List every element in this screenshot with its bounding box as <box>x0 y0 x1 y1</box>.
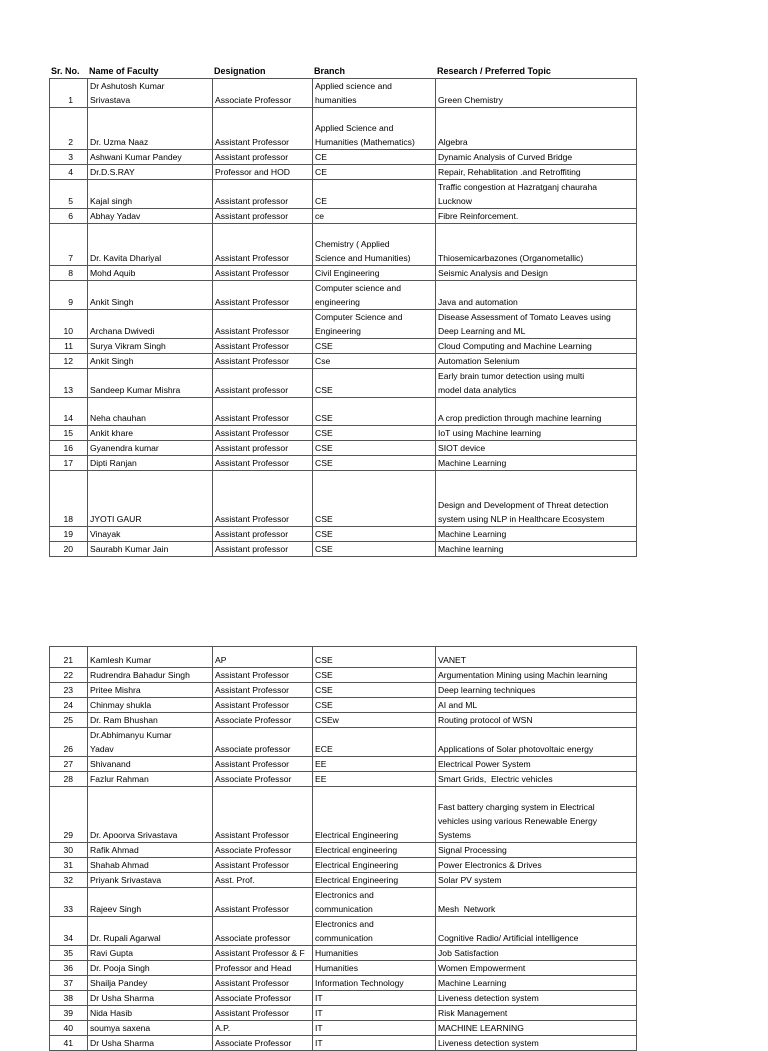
cell-branch: CSE <box>313 647 436 668</box>
cell-name: Ashwani Kumar Pandey <box>88 150 213 165</box>
cell-name: Dr Ashutosh Kumar Srivastava <box>88 79 213 108</box>
cell-branch: Electrical Engineering <box>313 858 436 873</box>
cell-branch: Electronics and communication <box>313 917 436 946</box>
cell-branch: CSE <box>313 426 436 441</box>
cell-sr: 17 <box>50 456 88 471</box>
cell-topic: Cloud Computing and Machine Learning <box>436 339 637 354</box>
col-branch: Branch <box>314 66 346 76</box>
cell-topic: Fibre Reinforcement. <box>436 209 637 224</box>
cell-sr: 25 <box>50 713 88 728</box>
cell-topic: Electrical Power System <box>436 757 637 772</box>
cell-branch: EE <box>313 772 436 787</box>
cell-topic: Signal Processing <box>436 843 637 858</box>
cell-designation: Associate professor <box>213 728 313 757</box>
cell-designation: Assistant Professor <box>213 858 313 873</box>
cell-name: Chinmay shukla <box>88 698 213 713</box>
cell-branch: Electrical engineering <box>313 843 436 858</box>
cell-designation: Associate Professor <box>213 991 313 1006</box>
table-row <box>50 209 637 224</box>
cell-sr: 26 <box>50 728 88 757</box>
table-row <box>50 668 637 683</box>
cell-sr: 10 <box>50 310 88 339</box>
cell-name: Surya Vikram Singh <box>88 339 213 354</box>
cell-branch: CSE <box>313 441 436 456</box>
cell-topic: Routing protocol of WSN <box>436 713 637 728</box>
cell-name: Kajal singh <box>88 180 213 209</box>
cell-branch: Information Technology <box>313 976 436 991</box>
cell-sr: 1 <box>50 79 88 108</box>
cell-designation: Assistant Professor <box>213 426 313 441</box>
cell-name: Pritee Mishra <box>88 683 213 698</box>
table-row <box>50 728 637 757</box>
cell-branch: Cse <box>313 354 436 369</box>
cell-branch: Electrical Engineering <box>313 873 436 888</box>
col-sr-no: Sr. No. <box>51 66 80 76</box>
table-row <box>50 456 637 471</box>
cell-sr: 24 <box>50 698 88 713</box>
table-row <box>50 441 637 456</box>
cell-sr: 38 <box>50 991 88 1006</box>
col-research-topic: Research / Preferred Topic <box>437 66 551 76</box>
table-row <box>50 542 637 557</box>
cell-branch: CSE <box>313 339 436 354</box>
cell-topic: Seismic Analysis and Design <box>436 266 637 281</box>
cell-name: Dr Usha Sharma <box>88 991 213 1006</box>
cell-branch: Computer science and engineering <box>313 281 436 310</box>
cell-topic: Machine learning <box>436 542 637 557</box>
cell-topic: Power Electronics & Drives <box>436 858 637 873</box>
cell-sr: 32 <box>50 873 88 888</box>
cell-topic: Traffic congestion at Hazratganj chauraha Lucknow <box>436 180 637 209</box>
cell-name: Dr. Uzma Naaz <box>88 108 213 150</box>
table-row <box>50 1036 637 1051</box>
cell-designation: Assistant Professor <box>213 668 313 683</box>
cell-designation: AP <box>213 647 313 668</box>
cell-name: JYOTI GAUR <box>88 471 213 527</box>
cell-sr: 7 <box>50 224 88 266</box>
cell-designation: Assistant Professor <box>213 698 313 713</box>
cell-sr: 39 <box>50 1006 88 1021</box>
cell-topic: Dynamic Analysis of Curved Bridge <box>436 150 637 165</box>
cell-branch: CSE <box>313 398 436 426</box>
cell-designation: Assistant professor <box>213 527 313 542</box>
cell-topic: Mesh Network <box>436 888 637 917</box>
cell-branch: CE <box>313 150 436 165</box>
cell-topic: Thiosemicarbazones (Organometallic) <box>436 224 637 266</box>
cell-name: Fazlur Rahman <box>88 772 213 787</box>
cell-sr: 33 <box>50 888 88 917</box>
table-row <box>50 1006 637 1021</box>
table-row <box>50 757 637 772</box>
cell-designation: Assistant Professor <box>213 354 313 369</box>
cell-topic: Women Empowerment <box>436 961 637 976</box>
cell-sr: 4 <box>50 165 88 180</box>
cell-name: Shivanand <box>88 757 213 772</box>
cell-topic: Design and Development of Threat detection system using NLP in Healthcare Ecosystem <box>436 471 637 527</box>
cell-designation: Professor and Head <box>213 961 313 976</box>
cell-name: Shahab Ahmad <box>88 858 213 873</box>
cell-branch: ECE <box>313 728 436 757</box>
table-row <box>50 150 637 165</box>
table-row <box>50 698 637 713</box>
cell-name: Rudrendra Bahadur Singh <box>88 668 213 683</box>
cell-branch: IT <box>313 1021 436 1036</box>
cell-sr: 31 <box>50 858 88 873</box>
cell-designation: Assistant Professor <box>213 108 313 150</box>
cell-sr: 29 <box>50 787 88 843</box>
table-row <box>50 647 637 668</box>
cell-name: Abhay Yadav <box>88 209 213 224</box>
cell-branch: CSE <box>313 698 436 713</box>
cell-sr: 3 <box>50 150 88 165</box>
cell-topic: AI and ML <box>436 698 637 713</box>
cell-branch: Civil Engineering <box>313 266 436 281</box>
cell-designation: Assistant professor <box>213 542 313 557</box>
cell-topic: Machine Learning <box>436 527 637 542</box>
cell-designation: Assistant professor <box>213 369 313 398</box>
table-row <box>50 281 637 310</box>
cell-sr: 14 <box>50 398 88 426</box>
cell-sr: 9 <box>50 281 88 310</box>
cell-designation: Professor and HOD <box>213 165 313 180</box>
cell-sr: 36 <box>50 961 88 976</box>
cell-designation: Assistant Professor <box>213 787 313 843</box>
table-row <box>50 1021 637 1036</box>
cell-sr: 19 <box>50 527 88 542</box>
cell-topic: Algebra <box>436 108 637 150</box>
cell-topic: Solar PV system <box>436 873 637 888</box>
table-row <box>50 713 637 728</box>
table-row <box>50 339 637 354</box>
table-row <box>50 527 637 542</box>
cell-topic: Smart Grids, Electric vehicles <box>436 772 637 787</box>
cell-topic: A crop prediction through machine learning <box>436 398 637 426</box>
cell-designation: Associate professor <box>213 917 313 946</box>
cell-sr: 40 <box>50 1021 88 1036</box>
cell-name: Ankit Singh <box>88 281 213 310</box>
cell-sr: 20 <box>50 542 88 557</box>
cell-topic: Machine Learning <box>436 976 637 991</box>
cell-topic: Disease Assessment of Tomato Leaves using Deep Learning and ML <box>436 310 637 339</box>
cell-topic: Applications of Solar photovoltaic energy <box>436 728 637 757</box>
cell-sr: 5 <box>50 180 88 209</box>
table-row <box>50 917 637 946</box>
cell-name: Sandeep Kumar Mishra <box>88 369 213 398</box>
cell-designation: Associate Professor <box>213 843 313 858</box>
col-name: Name of Faculty <box>89 66 159 76</box>
table-row <box>50 165 637 180</box>
cell-designation: Assistant Professor <box>213 224 313 266</box>
cell-designation: Associate Professor <box>213 772 313 787</box>
cell-sr: 8 <box>50 266 88 281</box>
cell-topic: Green Chemistry <box>436 79 637 108</box>
faculty-table-1 <box>49 78 637 557</box>
cell-name: Dipti Ranjan <box>88 456 213 471</box>
cell-name: Ravi Gupta <box>88 946 213 961</box>
cell-designation: Assistant Professor <box>213 976 313 991</box>
cell-branch: Electronics and communication <box>313 888 436 917</box>
cell-topic: Automation Selenium <box>436 354 637 369</box>
cell-branch: IT <box>313 1036 436 1051</box>
cell-branch: CSE <box>313 683 436 698</box>
cell-topic: Fast battery charging system in Electrical vehicles using various Renewable Energy Systems <box>436 787 637 843</box>
table-row <box>50 79 637 108</box>
cell-sr: 15 <box>50 426 88 441</box>
table-row <box>50 683 637 698</box>
cell-designation: Assistant Professor <box>213 683 313 698</box>
cell-topic: IoT using Machine learning <box>436 426 637 441</box>
table-row <box>50 310 637 339</box>
table-row <box>50 398 637 426</box>
cell-sr: 11 <box>50 339 88 354</box>
table-row <box>50 858 637 873</box>
table-row <box>50 266 637 281</box>
cell-topic: Argumentation Mining using Machin learning <box>436 668 637 683</box>
cell-branch: ce <box>313 209 436 224</box>
cell-name: Neha chauhan <box>88 398 213 426</box>
cell-name: Kamlesh Kumar <box>88 647 213 668</box>
cell-designation: Assistant Professor <box>213 757 313 772</box>
cell-branch: CE <box>313 165 436 180</box>
cell-name: Ankit khare <box>88 426 213 441</box>
table-row <box>50 108 637 150</box>
table-row <box>50 354 637 369</box>
table-row <box>50 787 637 843</box>
cell-name: Saurabh Kumar Jain <box>88 542 213 557</box>
cell-designation: Assistant Professor <box>213 888 313 917</box>
cell-branch: IT <box>313 1006 436 1021</box>
cell-sr: 13 <box>50 369 88 398</box>
cell-topic: Job Satisfaction <box>436 946 637 961</box>
cell-designation: Assistant Professor <box>213 281 313 310</box>
col-designation: Designation <box>214 66 266 76</box>
cell-branch: CSEw <box>313 713 436 728</box>
cell-name: soumya saxena <box>88 1021 213 1036</box>
cell-branch: Chemistry ( Applied Science and Humanities) <box>313 224 436 266</box>
cell-sr: 18 <box>50 471 88 527</box>
cell-sr: 21 <box>50 647 88 668</box>
cell-sr: 22 <box>50 668 88 683</box>
cell-branch: Electrical Engineering <box>313 787 436 843</box>
cell-topic: Liveness detection system <box>436 991 637 1006</box>
cell-designation: Assistant Professor & F <box>213 946 313 961</box>
cell-name: Vinayak <box>88 527 213 542</box>
cell-branch: CSE <box>313 456 436 471</box>
cell-name: Dr.D.S.RAY <box>88 165 213 180</box>
cell-designation: Assistant Professor <box>213 456 313 471</box>
cell-designation: Associate Professor <box>213 1036 313 1051</box>
cell-name: Rafik Ahmad <box>88 843 213 858</box>
table-row <box>50 772 637 787</box>
table-row <box>50 369 637 398</box>
table-row <box>50 471 637 527</box>
table-row <box>50 843 637 858</box>
cell-branch: CSE <box>313 471 436 527</box>
cell-branch: CE <box>313 180 436 209</box>
cell-topic: Java and automation <box>436 281 637 310</box>
cell-designation: Assistant Professor <box>213 266 313 281</box>
cell-name: Nida Hasib <box>88 1006 213 1021</box>
cell-name: Shailja Pandey <box>88 976 213 991</box>
table-row <box>50 873 637 888</box>
cell-designation: Assistant professor <box>213 150 313 165</box>
cell-sr: 2 <box>50 108 88 150</box>
cell-designation: Assistant professor <box>213 441 313 456</box>
cell-name: Ankit Singh <box>88 354 213 369</box>
cell-name: Dr. Apoorva Srivastava <box>88 787 213 843</box>
cell-designation: Assistant Professor <box>213 398 313 426</box>
cell-sr: 6 <box>50 209 88 224</box>
cell-designation: Assistant Professor <box>213 339 313 354</box>
cell-designation: A.P. <box>213 1021 313 1036</box>
cell-designation: Assistant professor <box>213 180 313 209</box>
table-row <box>50 961 637 976</box>
cell-topic: MACHINE LEARNING <box>436 1021 637 1036</box>
cell-branch: Applied Science and Humanities (Mathematics) <box>313 108 436 150</box>
cell-designation: Asst. Prof. <box>213 873 313 888</box>
cell-sr: 41 <box>50 1036 88 1051</box>
cell-name: Dr. Pooja Singh <box>88 961 213 976</box>
table-row <box>50 946 637 961</box>
cell-branch: CSE <box>313 542 436 557</box>
cell-sr: 12 <box>50 354 88 369</box>
cell-designation: Associate Professor <box>213 79 313 108</box>
cell-designation: Assistant professor <box>213 209 313 224</box>
cell-topic: Risk Management <box>436 1006 637 1021</box>
cell-topic: SIOT device <box>436 441 637 456</box>
cell-branch: CSE <box>313 668 436 683</box>
cell-name: Priyank Srivastava <box>88 873 213 888</box>
cell-branch: Humanities <box>313 946 436 961</box>
cell-name: Dr.Abhimanyu Kumar Yadav <box>88 728 213 757</box>
table-row <box>50 426 637 441</box>
table-row <box>50 976 637 991</box>
cell-topic: Early brain tumor detection using multi model data analytics <box>436 369 637 398</box>
cell-topic: Liveness detection system <box>436 1036 637 1051</box>
cell-name: Archana Dwivedi <box>88 310 213 339</box>
cell-sr: 35 <box>50 946 88 961</box>
table-row <box>50 888 637 917</box>
cell-sr: 30 <box>50 843 88 858</box>
table-row <box>50 180 637 209</box>
cell-branch: Computer Science and Engineering <box>313 310 436 339</box>
cell-name: Rajeev Singh <box>88 888 213 917</box>
cell-branch: EE <box>313 757 436 772</box>
cell-sr: 28 <box>50 772 88 787</box>
cell-sr: 16 <box>50 441 88 456</box>
cell-topic: Deep learning techniques <box>436 683 637 698</box>
cell-branch: CSE <box>313 369 436 398</box>
cell-name: Dr. Kavita Dhariyal <box>88 224 213 266</box>
cell-topic: Machine Learning <box>436 456 637 471</box>
cell-topic: VANET <box>436 647 637 668</box>
cell-designation: Associate Professor <box>213 713 313 728</box>
cell-branch: Applied science and humanities <box>313 79 436 108</box>
cell-sr: 23 <box>50 683 88 698</box>
cell-branch: IT <box>313 991 436 1006</box>
cell-sr: 34 <box>50 917 88 946</box>
cell-designation: Assistant Professor <box>213 310 313 339</box>
cell-designation: Assistant Professor <box>213 471 313 527</box>
table-row <box>50 991 637 1006</box>
cell-name: Mohd Aquib <box>88 266 213 281</box>
cell-branch: Humanities <box>313 961 436 976</box>
cell-branch: CSE <box>313 527 436 542</box>
cell-name: Dr. Rupali Agarwal <box>88 917 213 946</box>
cell-name: Gyanendra kumar <box>88 441 213 456</box>
cell-topic: Cognitive Radio/ Artificial intelligence <box>436 917 637 946</box>
table-row <box>50 224 637 266</box>
cell-designation: Assistant Professor <box>213 1006 313 1021</box>
faculty-table-2 <box>49 646 637 1051</box>
cell-sr: 27 <box>50 757 88 772</box>
cell-topic: Repair, Rehablitation .and Retroffiting <box>436 165 637 180</box>
cell-name: Dr Usha Sharma <box>88 1036 213 1051</box>
cell-name: Dr. Ram Bhushan <box>88 713 213 728</box>
cell-sr: 37 <box>50 976 88 991</box>
